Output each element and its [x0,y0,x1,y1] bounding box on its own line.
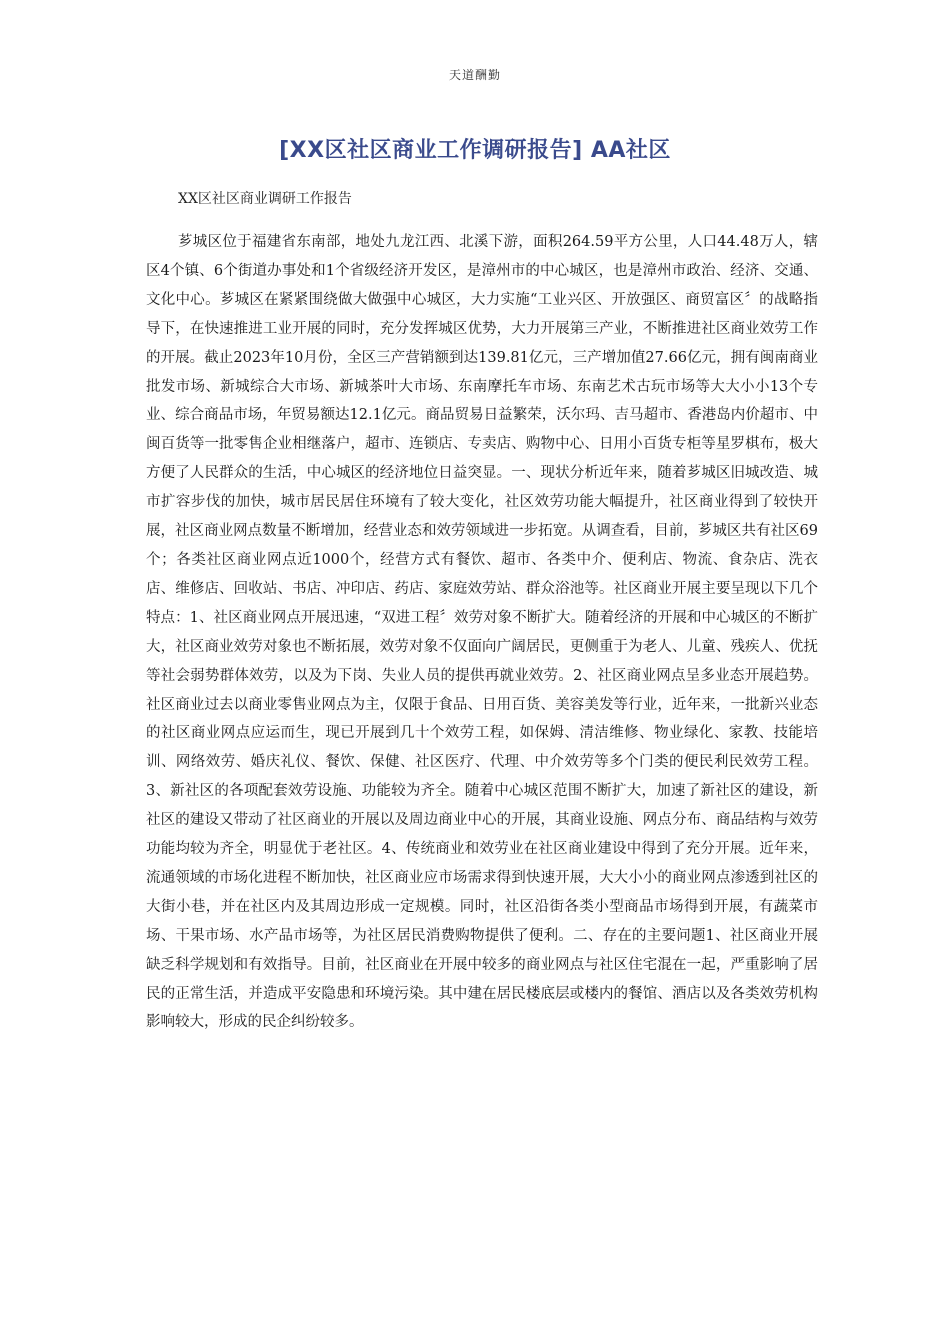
body-paragraph: 芗城区位于福建省东南部，地处九龙江西、北溪下游，面积264.59平方公里，人口44.48万人，辖区4个镇、6个街道办事处和1个省级经济开发区，是漳州市的中心城区，也是漳州市政治、经济、交通、文化中心。芗城区在紧紧围绕做大做强中心城区，大力实施“工业兴区、开放强区、商贸富区〞的战略指导下，在快速推进工业开展的同时，充分发挥城区优势，大力开展第三产业，不断推进社区商业效劳工作的开展。截止2023年10月份，全区三产营销额到达139.81亿元，三产增加值27.66亿元，拥有闽南商业批发市场、新城综合大市场、新城茶叶大市场、东南摩托车市场、东南艺术古玩市场等大大小小13个专业、综合商品市场，年贸易额达12.1亿元。商品贸易日益繁荣，沃尔玛、吉马超市、香港岛内价超市、中闽百货等一批零售企业相继落户，超市、连锁店、专卖店、购物中心、日用小百货专柜等星罗棋布，极大方便了人民群众的生活，中心城区的经济地位日益突显。一、现状分析近年来，随着芗城区旧城改造、城市扩容步伐的加快，城市居民居住环境有了较大变化，社区效劳功能大幅提升，社区商业得到了较快开展，社区商业网点数量不断增加，经营业态和效劳领域进一步拓宽。从调查看，目前，芗城区共有社区69个；各类社区商业网点近1000个，经营方式有餐饮、超市、各类中介、便利店、物流、食杂店、洗衣店、维修店、回收站、书店、冲印店、药店、家庭效劳站、群众浴池等。社区商业开展主要呈现以下几个特点：1、社区商业网点开展迅速，“双进工程〞效劳对象不断扩大。随着经济的开展和中心城区的不断扩大，社区商业效劳对象也不断拓展，效劳对象不仅面向广阔居民，更侧重于为老人、儿童、残疾人、优抚等社会弱势群体效劳，以及为下岗、失业人员的提供再就业效劳。2、社区商业网点呈多业态开展趋势。社区商业过去以商业零售业网点为主，仅限于食品、日用百货、美容美发等行业，近年来，一批新兴业态的社区商业网点应运而生，现已开展到几十个效劳工程，如保姆、清洁维修、物业绿化、家教、技能培训、网络效劳、婚庆礼仪、餐饮、保健、社区医疗、代理、中介效劳等多个门类的便民利民效劳工程。3、新社区的各项配套效劳设施、功能较为齐全。随着中心城区范围不断扩大，加速了新社区的建设，新社区的建设又带动了社区商业的开展以及周边商业中心的开展，其商业设施、网点分布、商品结构与效劳功能均较为齐全，明显优于老社区。4、传统商业和效劳业在社区商业建设中得到了充分开展。近年来，流通领域的市场化进程不断加快，社区商业应市场需求得到快速开展，大大小小的商业网点渗透到社区的大街小巷，并在社区内及其周边形成一定规模。同时，社区沿街各类小型商品市场得到开展，有蔬菜市场、干果市场、水产品市场等，为社区居民消费购物提供了便利。二、存在的主要问题1、社区商业开展缺乏科学规划和有效指导。目前，社区商业在开展中较多的商业网点与社区住宅混在一起，严重影响了居民的正常生活，并造成平安隐患和环境污染。其中建在居民楼底层或楼内的餐馆、酒店以及各类效劳机构影响较大，形成的民企纠纷较多。 [146,234,818,1031]
document-subtitle: XX区社区商业调研工作报告 [178,191,352,207]
page-header: 天道酬勤 [448,68,501,82]
document-title: [XX区社区商业工作调研报告] AA社区 [279,138,671,163]
